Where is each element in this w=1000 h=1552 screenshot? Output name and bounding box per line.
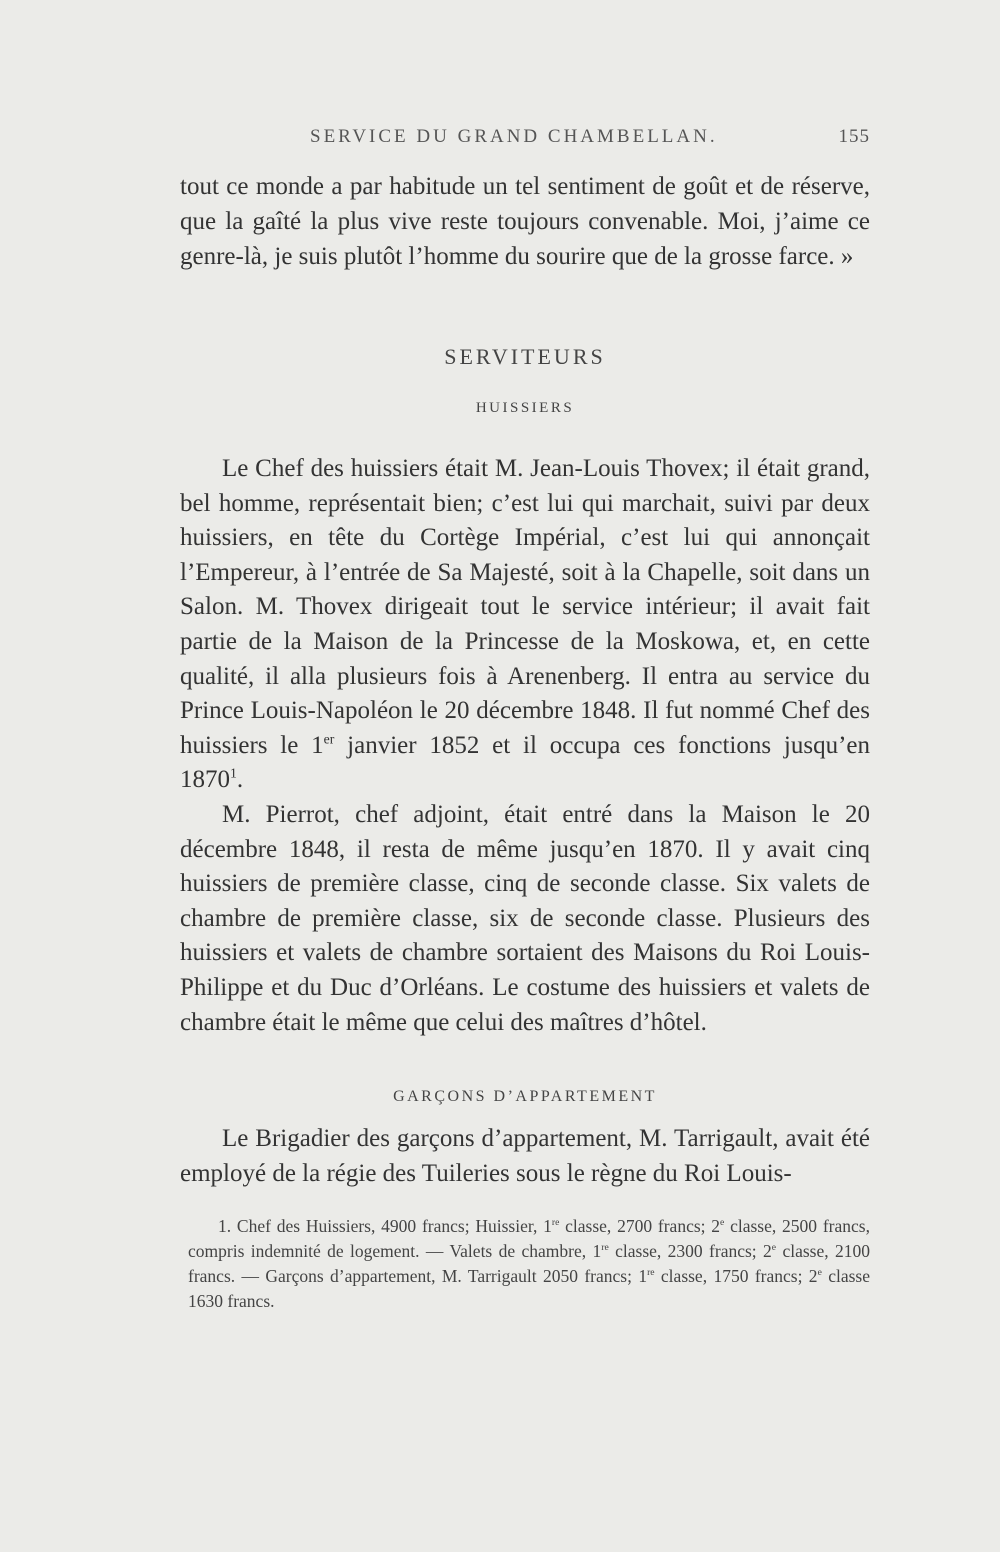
- footnote-part-f: classe, 1750 francs; 2: [654, 1266, 818, 1286]
- running-header: [180, 126, 870, 156]
- huissiers-paragraph-2: M. Pierrot, chef adjoint, était entré dans la Maison le 20 décembre 1848, il resta de même jusqu’en 1870. Il y avait cinq huissiers de première classe, cinq de seconde classe. Six valets de chambre de première classe, six de seconde classe. Plusieurs des huissiers et valets de chambre sortaient des Maisons du Roi Louis-Philippe et du Duc d’Orléans. Le costume des huissiers et valets de chambre était le même que celui des maîtres d’hôtel.: [180, 800, 870, 1036]
- footnote-sup-3: re: [601, 1242, 609, 1254]
- footnote-sup-6: e: [817, 1267, 822, 1279]
- huissiers-paragraph-1-c: .: [236, 766, 244, 794]
- subsection-heading-garcons: GARÇONS D’APPARTEMENT: [393, 1088, 657, 1105]
- footnote-sup-1: re: [551, 1217, 560, 1229]
- garcons-text-block: [180, 1122, 870, 1191]
- superscript-er: er: [323, 731, 335, 747]
- footnote-part-d: classe, 2300 francs; 2: [608, 1241, 772, 1261]
- garcons-paragraph: Le Brigadier des garçons d’appartement, M. Tarrigault, avait été employé de la régie des Tuileries sous le règne du Roi Louis-: [180, 1125, 870, 1187]
- footnote: [188, 1214, 870, 1314]
- footnote-text: [188, 1214, 870, 1314]
- footnote-sup-4: e: [771, 1242, 777, 1254]
- footnote-part-a: 1. Chef des Huissiers, 4900 francs; Huissier, 1: [218, 1216, 552, 1236]
- running-header-title: SERVICE DU GRAND CHAMBELLAN.: [310, 126, 718, 147]
- huissiers-paragraph-1-b: janvier 1852 et il occupa ces fonctions jusqu’en 1870: [180, 731, 870, 794]
- footnote-reference: 1: [230, 766, 237, 782]
- huissiers-text-block: [180, 452, 870, 1040]
- huissiers-paragraph-1: [180, 452, 870, 798]
- opening-text-block: [180, 170, 870, 274]
- footnote-part-b: classe, 2700 francs; 2: [559, 1216, 721, 1236]
- footnote-part-e: classe, 2100 francs. — Garçons d’appartement, M. Tarrigault 2050 francs; 1: [188, 1241, 870, 1286]
- subsection-heading-huissiers: HUISSIERS: [475, 400, 575, 416]
- footnote-part-c: classe, 2500 francs, compris indemnité de logement. — Valets de chambre, 1: [188, 1216, 870, 1261]
- footnote-sup-2: e: [720, 1217, 725, 1229]
- page-number: 155: [838, 126, 870, 147]
- huissiers-paragraph-1-a: Le Chef des huissiers était M. Jean-Louis Thovex; il était grand, bel homme, représentait bien; c’est lui qui marchait, suivi par deux huissiers, en tête du Cortège Impérial, c’est lui qui annonçait l’Empereur, à l’entrée de Sa Majesté, soit à la Chapelle, soit dans un Salon. M. Thovex dirigeait tout le service intérieur; il avait fait partie de la Maison de la Princesse de la Moskowa, et, en cette qualité, il alla plusieurs fois à Arenenberg. Il entra au service du Prince Louis-Napoléon le 20 décembre 1848. Il fut nommé Chef des huissiers le 1: [180, 455, 870, 759]
- footnote-part-g: classe 1630 francs.: [188, 1266, 870, 1311]
- opening-paragraph: tout ce monde a par habitude un tel sentiment de goût et de réserve, que la gaîté la plus vive reste toujours convenable. Moi, j’aime ce genre-là, je suis plutôt l’homme du sourire que de la grosse farce. »: [180, 173, 870, 270]
- section-heading: SERVITEURS: [444, 344, 606, 369]
- footnote-sup-5: re: [647, 1267, 655, 1279]
